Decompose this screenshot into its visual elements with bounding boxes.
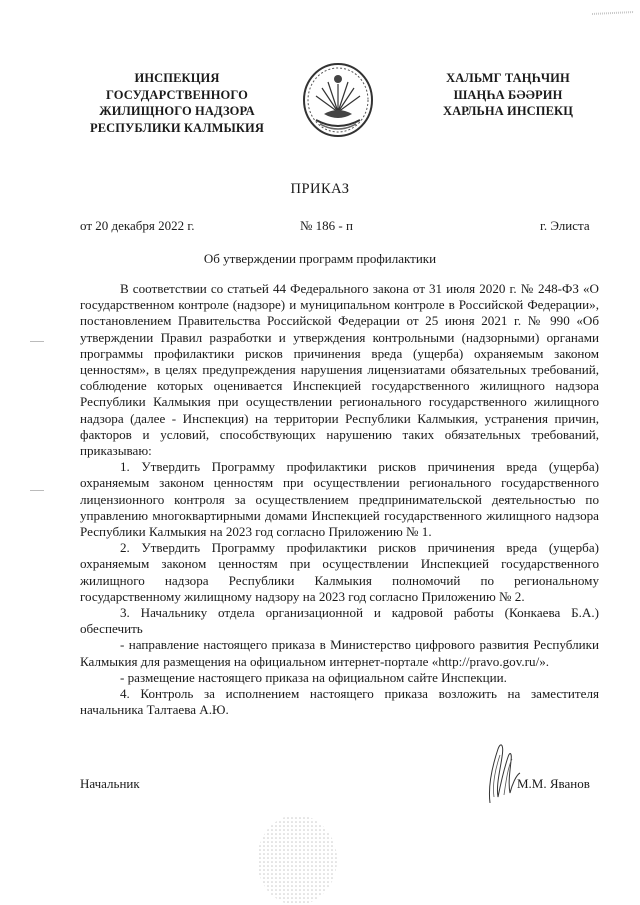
item-paragraph: - размещение настоящего приказа на официальном сайте Инспекции. [120,669,507,685]
header-left-line: РЕСПУБЛИКИ КАЛМЫКИЯ [90,120,264,135]
order-number: № 186 - п [300,218,353,233]
faint-stamp [250,800,345,905]
item-paragraph: 1. Утвердить Программу профилактики рисков причинения вреда (ущерба) охраняемым законом ценностям при осуществлении регионального государственного лицензионного контроля за осуществлением предпринимательской деятельностью по управлению многоквартирными домами Инспекцией государственного жилищного надзора Республики Калмыкия на 2023 год согласно Приложению № 1. [80,459,599,540]
item-paragraph: 3. Начальнику отдела организационной и кадровой работы (Конкаева Б.А.) обеспечить [80,605,599,637]
header-right-line: ШАҢҺА БӘӘРИН [453,87,563,102]
header-right-line: ХАЛЬМГ ТАҢҺЧИН [446,71,570,85]
header-left-line: ЖИЛИЩНОГО НАДЗОРА [99,104,255,118]
scan-artifact [592,10,634,18]
order-date: от 20 декабря 2022 г. [80,218,195,233]
order-subject: Об утверждении программ профилактики [203,251,437,266]
margin-mark [30,490,44,491]
preamble-paragraph: В соответствии со статьей 44 Федерального закона от 31 июля 2020 г. № 248-ФЗ «О государственном контроле (надзоре) и муниципальном контроле в Российской Федерации», постановлением Правительства Российской Федерации от 25 июня 2021 г. № 990 «Об утверждении Правил разработки и утверждения контрольными (надзорными) органами программы профилактики рисков причинения вреда (ущерба) охраняемым законом ценностям», в целях предупреждения нарушения лицензиатами обязательных требований, соблюдение которых оценивается Инспекцией государственного жилищного надзора Республики Калмыкия при осуществлении регионального государственного жилищного надзора (далее - Инспекция) на территории Республики Калмыкия, устранения причин, факторов и условий, способствующих нарушению таких обязательных требований, приказываю: [80,281,599,459]
signatory-position: Начальник [80,776,140,791]
header-right-line: ХАРЛЬНА ИНСПЕКЦ [442,104,574,118]
margin-mark [30,341,44,342]
header-left-line: ГОСУДАРСТВЕННОГО [106,87,248,102]
header-left-line: ИНСПЕКЦИЯ [134,71,220,85]
signatory-name: М.М. Яванов [517,776,590,791]
handwritten-signature [468,737,538,807]
order-city: г. Элиста [540,218,590,233]
item-paragraph: 2. Утвердить Программу профилактики рисков причинения вреда (ущерба) охраняемым законом ценностям при осуществлении Инспекцией государственного жилищного надзора Республики Калмыкия полномочий по региональному государственному жилищному надзору на 2023 год согласно Приложению № 2. [80,540,599,604]
item-paragraph: 4. Контроль за исполнением настоящего приказа возложить на заместителя начальника Талтаева А.Ю. [80,686,599,718]
header-right-kalmyk [408,70,608,120]
kalmykia-coat-of-arms-icon [302,62,374,138]
header-left-russian [62,70,292,136]
item-paragraph: - направление настоящего приказа в Министерство цифрового развития Республики Калмыкия для размещения на официальном интернет-портале «http://pravo.gov.ru/». [80,637,599,669]
order-body [80,281,599,718]
document-title: ПРИКАЗ [290,181,350,197]
